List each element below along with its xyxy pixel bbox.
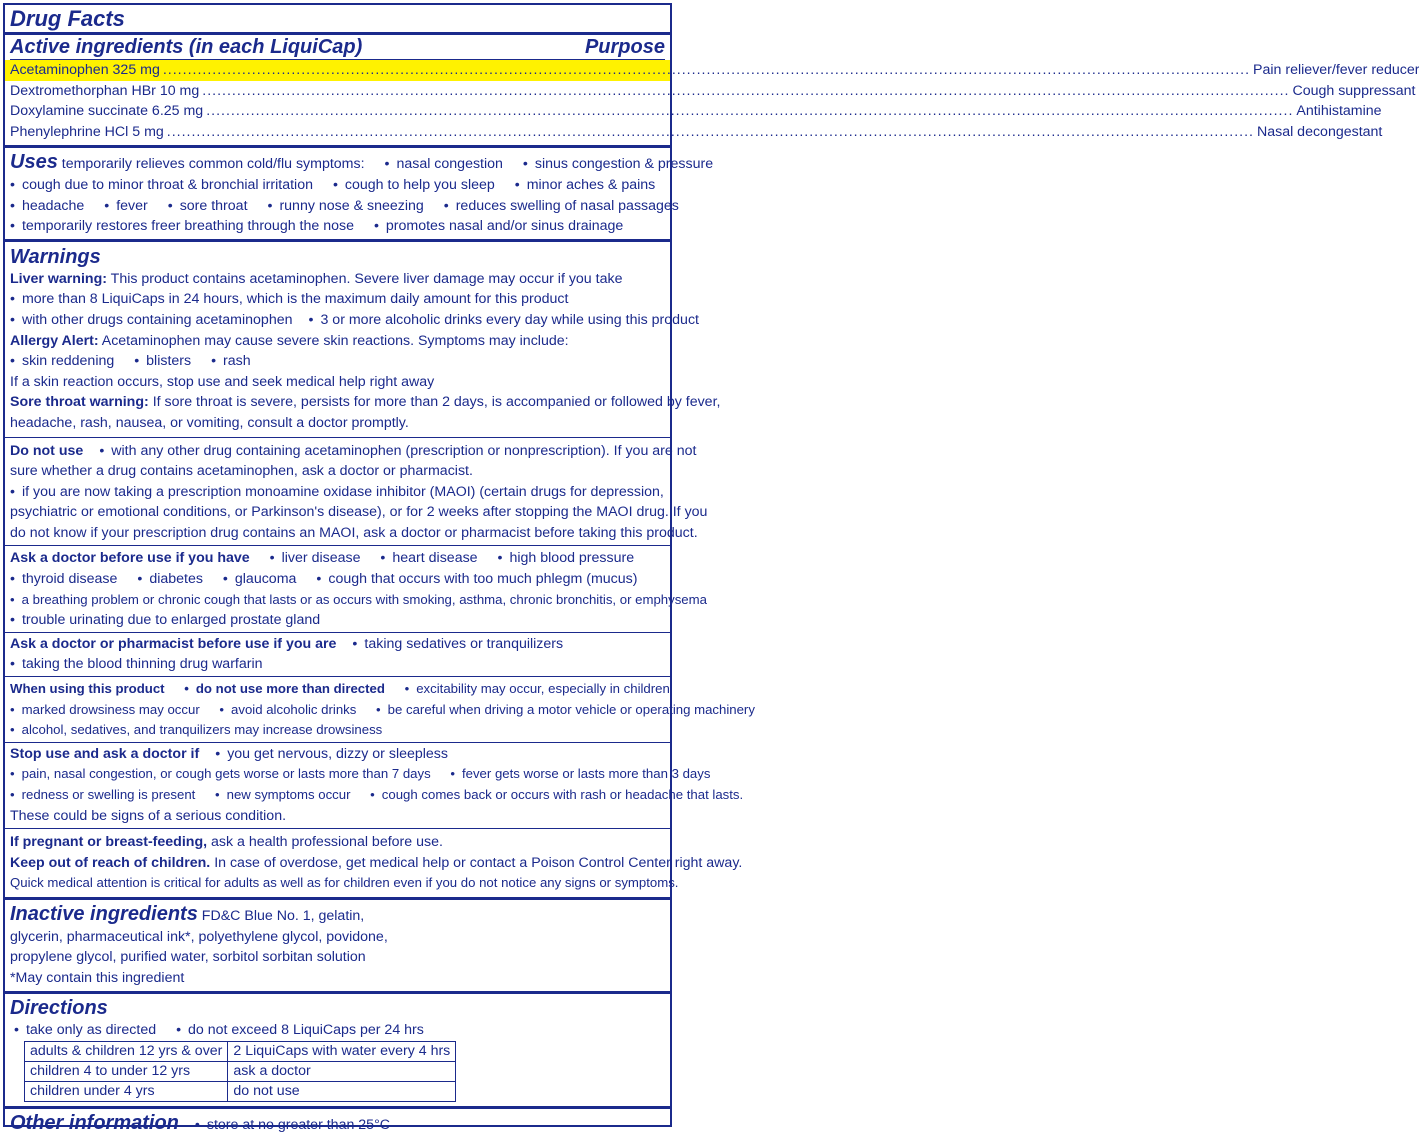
- table-cell: adults & children 12 yrs & over: [25, 1041, 228, 1061]
- table-cell: children under 4 yrs: [25, 1081, 228, 1101]
- list-item: • sinus congestion & pressure: [523, 156, 713, 172]
- inactive-section: [5, 900, 670, 994]
- text-line: *May contain this ingredient: [10, 969, 185, 986]
- list-item: • cough comes back or occurs with rash or headache that lasts.: [370, 787, 743, 802]
- purpose-heading: Purpose: [584, 36, 665, 58]
- ingredient-name: Dextromethorphan HBr 10 mg: [10, 82, 200, 99]
- table-row: [25, 1061, 456, 1081]
- liver-warning-label: Liver warning:: [10, 270, 107, 287]
- ingredient-purpose: Antihistamine: [1296, 103, 1382, 120]
- ingredient-purpose: Pain reliever/fever reducer: [1253, 62, 1419, 78]
- warnings-heading: Warnings: [10, 245, 101, 268]
- text-line: sure whether a drug contains acetaminophen, ask a doctor or pharmacist.: [10, 463, 473, 480]
- sore-throat-label: Sore throat warning:: [10, 394, 149, 411]
- active-header-row: [10, 35, 665, 60]
- list-item: • blisters: [134, 353, 191, 369]
- list-item: • diabetes: [137, 571, 203, 587]
- pregnant-text: ask a health professional before use.: [211, 834, 443, 851]
- when-using-section: [5, 677, 755, 743]
- ingredient-row: [5, 60, 1419, 81]
- list-item: • trouble urinating due to enlarged prostate gland: [10, 612, 320, 628]
- other-info-heading: Other information: [10, 1111, 179, 1134]
- do-not-use-section: [5, 438, 708, 547]
- list-item: • take only as directed: [14, 1022, 156, 1038]
- ingredient-row: [10, 122, 1383, 143]
- active-heading: Active ingredients (in each LiquiCap): [10, 36, 363, 58]
- list-item: • with any other drug containing acetaminophen (prescription or nonprescription). If you are not: [99, 443, 696, 459]
- list-item: • nasal congestion: [384, 156, 502, 172]
- list-item: • be careful when driving a motor vehicle or operating machinery: [376, 702, 755, 717]
- list-item: • runny nose & sneezing: [267, 198, 423, 214]
- list-item: • sore throat: [168, 198, 248, 214]
- uses-intro: temporarily relieves common cold/flu symptoms:: [61, 156, 365, 173]
- ingredient-name: Doxylamine succinate 6.25 mg: [10, 103, 204, 120]
- list-item: • you get nervous, dizzy or sleepless: [215, 746, 448, 762]
- list-item: • reduces swelling of nasal passages: [444, 198, 679, 214]
- list-item: • headache: [10, 198, 84, 214]
- list-item: • skin reddening: [10, 353, 114, 369]
- uses-heading: Uses: [10, 151, 58, 174]
- list-item: • fever gets worse or lasts more than 3 days: [450, 766, 710, 781]
- stop-use-label: Stop use and ask a doctor if: [10, 745, 200, 762]
- text-line: propylene glycol, purified water, sorbitol sorbitan solution: [10, 949, 366, 966]
- list-item: • taking sedatives or tranquilizers: [352, 636, 563, 652]
- list-item: • cough that occurs with too much phlegm (mucus): [316, 571, 637, 587]
- keep-out-label: Keep out of reach of children.: [10, 854, 211, 871]
- pregnancy-section: [5, 829, 743, 900]
- list-item: • heart disease: [380, 550, 477, 566]
- list-item: • do not exceed 8 LiquiCaps per 24 hrs: [176, 1022, 424, 1038]
- uses-section: [5, 148, 714, 241]
- table-cell: children 4 to under 12 yrs: [25, 1061, 228, 1081]
- list-item: • glaucoma: [223, 571, 297, 587]
- warnings-section: [5, 242, 721, 438]
- title-section: [5, 5, 670, 35]
- ingredient-purpose: Cough suppressant: [1292, 82, 1416, 99]
- list-item: • store at no greater than 25°C: [195, 1117, 390, 1133]
- page-title: Drug Facts: [10, 6, 125, 31]
- list-item: • alcohol, sedatives, and tranquilizers may increase drowsiness: [10, 722, 382, 737]
- list-item: • if you are now taking a prescription monoamine oxidase inhibitor (MAOI) (certain drugs for depression,: [10, 484, 664, 500]
- list-item: • do not use more than directed: [184, 681, 385, 696]
- active-ingredients-section: [5, 35, 1419, 148]
- ask-doctor-label: Ask a doctor before use if you have: [10, 550, 250, 567]
- ingredient-purpose: Nasal decongestant: [1256, 123, 1383, 140]
- list-item: • more than 8 LiquiCaps in 24 hours, which is the maximum daily amount for this product: [10, 291, 568, 307]
- allergy-alert-label: Allergy Alert:: [10, 332, 99, 349]
- list-item: • cough due to minor throat & bronchial irritation: [10, 177, 313, 193]
- table-cell: 2 LiquiCaps with water every 4 hrs: [228, 1041, 456, 1061]
- other-info-section: [5, 1109, 670, 1136]
- list-item: • redness or swelling is present: [10, 787, 195, 802]
- ingredient-row: [10, 81, 1416, 102]
- list-item: • liver disease: [270, 550, 361, 566]
- directions-heading: Directions: [10, 997, 108, 1020]
- liver-warning-text: This product contains acetaminophen. Severe liver damage may occur if you take: [110, 270, 623, 287]
- stop-use-section: [5, 743, 744, 829]
- ingredient-row: [10, 101, 1382, 122]
- table-cell: ask a doctor: [228, 1061, 456, 1081]
- list-item: • cough to help you sleep: [333, 177, 495, 193]
- drug-facts-panel: [3, 3, 1419, 1134]
- ingredient-name: Phenylephrine HCl 5 mg: [10, 123, 164, 140]
- sore-throat-text-cont: headache, rash, nausea, or vomiting, consult a doctor promptly.: [10, 414, 409, 431]
- list-item: • avoid alcoholic drinks: [219, 702, 356, 717]
- list-item: • minor aches & pains: [515, 177, 656, 193]
- list-item: • taking the blood thinning drug warfarin: [10, 656, 263, 672]
- list-item: • with other drugs containing acetaminophen: [10, 312, 293, 328]
- pregnant-label: If pregnant or breast-feeding,: [10, 834, 208, 851]
- list-item: • temporarily restores freer breathing through the nose: [10, 218, 354, 234]
- table-row: [25, 1081, 456, 1101]
- list-item: • fever: [104, 198, 148, 214]
- list-item: • high blood pressure: [498, 550, 635, 566]
- text-line: psychiatric or emotional conditions, or Parkinson's disease), or for 2 weeks after stopping the MAOI drug. If you: [10, 504, 708, 521]
- list-item: • thyroid disease: [10, 571, 117, 587]
- ask-doctor-section: [5, 546, 707, 632]
- text-line: Quick medical attention is critical for adults as well as for children even if you do not notice any signs or symptoms.: [10, 875, 679, 891]
- list-item: • marked drowsiness may occur: [10, 702, 200, 717]
- table-cell: do not use: [228, 1081, 456, 1101]
- list-item: • rash: [211, 353, 251, 369]
- list-item: • promotes nasal and/or sinus drainage: [374, 218, 623, 234]
- allergy-alert-text: Acetaminophen may cause severe skin reactions. Symptoms may include:: [101, 332, 569, 349]
- ask-pharmacist-section: [5, 633, 670, 677]
- inactive-heading: Inactive ingredients: [10, 902, 198, 925]
- table-row: [25, 1041, 456, 1061]
- list-item: • excitability may occur, especially in children: [405, 681, 670, 696]
- keep-out-text: In case of overdose, get medical help or contact a Poison Control Center right away.: [214, 854, 743, 871]
- list-item: • pain, nasal congestion, or cough gets worse or lasts more than 7 days: [10, 766, 431, 781]
- ingredient-name: Acetaminophen 325 mg: [10, 62, 160, 78]
- allergy-after-text: If a skin reaction occurs, stop use and seek medical help right away: [10, 373, 435, 390]
- ask-pharmacist-label: Ask a doctor or pharmacist before use if you are: [10, 635, 337, 652]
- text-line: glycerin, pharmaceutical ink*, polyethylene glycol, povidone,: [10, 928, 388, 945]
- directions-section: [5, 994, 670, 1109]
- dosage-table: [24, 1041, 456, 1102]
- list-item: • new symptoms occur: [215, 787, 350, 802]
- list-item: • a breathing problem or chronic cough that lasts or as occurs with smoking, asthma, chronic bronchitis, or emphysema: [10, 592, 707, 607]
- do-not-use-label: Do not use: [10, 442, 84, 459]
- text-line: FD&C Blue No. 1, gelatin,: [201, 907, 365, 924]
- when-using-label: When using this product: [10, 681, 165, 697]
- text-line: These could be signs of a serious condition.: [10, 807, 287, 824]
- sore-throat-text: If sore throat is severe, persists for more than 2 days, is accompanied or followed by fever,: [152, 394, 721, 411]
- text-line: do not know if your prescription drug contains an MAOI, ask a doctor or pharmacist before taking this product.: [10, 524, 698, 541]
- list-item: • 3 or more alcoholic drinks every day while using this product: [309, 312, 699, 328]
